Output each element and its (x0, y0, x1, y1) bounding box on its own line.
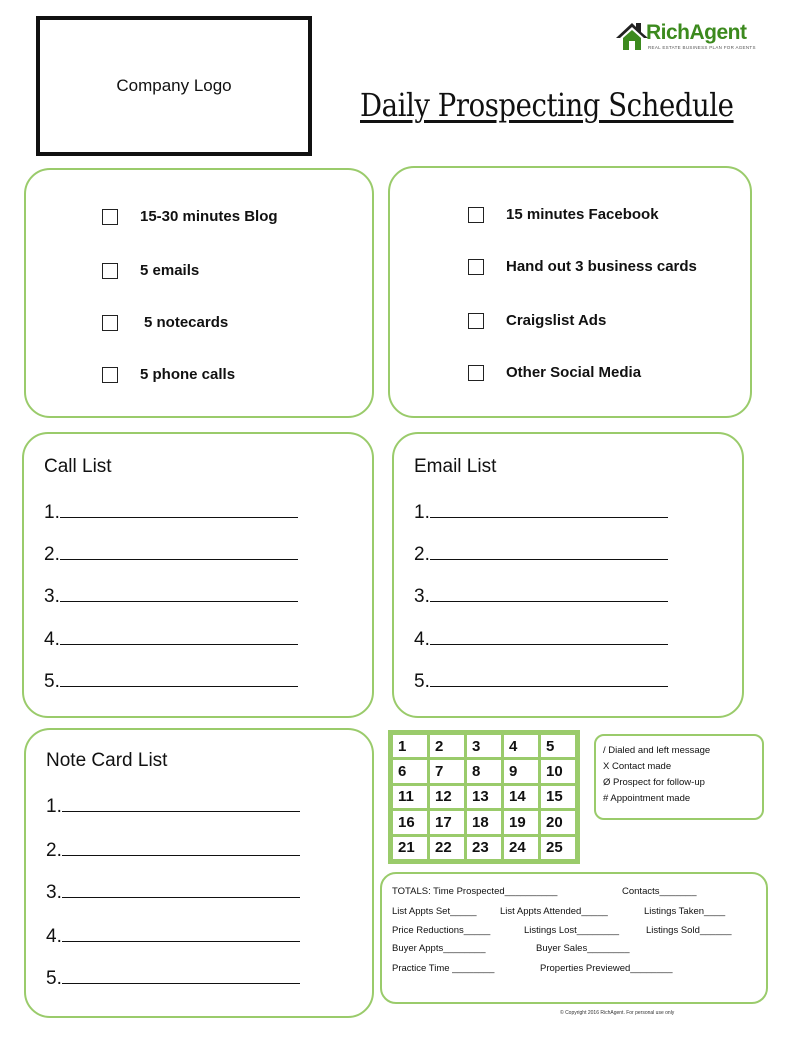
tracker-legend (594, 734, 764, 820)
tracker-cell[interactable]: 4 (504, 735, 538, 757)
call-list-line[interactable]: 2. (44, 542, 298, 566)
tracker-cell[interactable]: 9 (504, 760, 538, 782)
email-list-line[interactable]: 3. (414, 584, 668, 608)
tracker-cell[interactable]: 10 (541, 760, 575, 782)
note-card-list-line[interactable]: 3. (46, 880, 300, 904)
tracker-cell[interactable]: 22 (430, 837, 464, 859)
tracker-cell[interactable]: 20 (541, 811, 575, 833)
task-label: Hand out 3 business cards (506, 258, 697, 275)
checkbox[interactable] (102, 367, 118, 383)
call-list-line[interactable]: 5. (44, 669, 298, 693)
note-card-list-title: Note Card List (46, 750, 168, 771)
copyright-notice: © Copyright 2016 RichAgent. For personal use only (560, 1010, 675, 1016)
tracker-cell[interactable]: 23 (467, 837, 501, 859)
task-label: 15-30 minutes Blog (140, 208, 278, 225)
email-list-line[interactable]: 1. (414, 500, 668, 524)
checkbox[interactable] (468, 313, 484, 329)
task-label: 5 notecards (144, 314, 229, 331)
totals-listings-sold[interactable]: Listings Sold______ (646, 925, 732, 936)
note-card-list-line[interactable]: 2. (46, 838, 300, 862)
checkbox[interactable] (102, 315, 118, 331)
logo-placeholder-text: Company Logo (116, 76, 232, 95)
tracker-cell[interactable]: 19 (504, 811, 538, 833)
totals-buyer-appts[interactable]: Buyer Appts________ (392, 943, 486, 954)
legend-item: # Appointment made (603, 793, 691, 804)
tracker-cell[interactable]: 13 (467, 786, 501, 808)
tracker-cell[interactable]: 18 (467, 811, 501, 833)
email-list-line[interactable]: 2. (414, 542, 668, 566)
tracker-cell[interactable]: 25 (541, 837, 575, 859)
tracker-cell[interactable]: 12 (430, 786, 464, 808)
tracker-cell[interactable]: 2 (430, 735, 464, 757)
totals-list-appts-attended[interactable]: List Appts Attended_____ (500, 906, 608, 917)
brand-name: RichAgent (646, 21, 747, 44)
task-item[interactable] (102, 208, 278, 225)
tracker-cell[interactable]: 16 (393, 811, 427, 833)
totals-panel (380, 872, 768, 1004)
totals-time-prospected[interactable]: TOTALS: Time Prospected__________ (392, 886, 558, 897)
totals-list-appts-set[interactable]: List Appts Set_____ (392, 906, 477, 917)
page-title: Daily Prospecting Schedule (360, 86, 734, 124)
email-list-line[interactable]: 4. (414, 627, 668, 651)
tracker-cell[interactable]: 8 (467, 760, 501, 782)
tracker-cell[interactable]: 5 (541, 735, 575, 757)
note-card-list-line[interactable]: 5. (46, 966, 300, 990)
tracker-cell[interactable]: 7 (430, 760, 464, 782)
totals-buyer-sales[interactable]: Buyer Sales________ (536, 943, 630, 954)
checkbox[interactable] (468, 365, 484, 381)
tracker-cell[interactable]: 15 (541, 786, 575, 808)
note-card-list-line[interactable]: 4. (46, 924, 300, 948)
totals-listings-lost[interactable]: Listings Lost________ (524, 925, 620, 936)
brand-logo (614, 20, 764, 54)
task-label: 15 minutes Facebook (506, 206, 659, 223)
task-item[interactable] (468, 312, 606, 329)
totals-price-reductions[interactable]: Price Reductions_____ (392, 925, 491, 936)
task-item[interactable] (102, 314, 228, 331)
tracker-cell[interactable]: 1 (393, 735, 427, 757)
tracker-cell[interactable]: 3 (467, 735, 501, 757)
call-list-title: Call List (44, 456, 112, 477)
legend-item: Ø Prospect for follow-up (603, 777, 705, 788)
tasks-right-panel (388, 166, 752, 418)
checkbox[interactable] (468, 259, 484, 275)
email-list-line[interactable]: 5. (414, 669, 668, 693)
legend-item: X Contact made (603, 761, 672, 772)
tracker-cell[interactable]: 21 (393, 837, 427, 859)
tracker-cell[interactable]: 11 (393, 786, 427, 808)
tracker-cell[interactable]: 6 (393, 760, 427, 782)
totals-contacts[interactable]: Contacts_______ (622, 886, 697, 897)
task-label: Other Social Media (506, 364, 642, 381)
task-label: 5 phone calls (140, 366, 236, 383)
tracker-cell[interactable]: 24 (504, 837, 538, 859)
tracker-grid (388, 730, 580, 864)
house-icon (614, 20, 650, 52)
task-label: Craigslist Ads (506, 312, 607, 329)
company-logo-placeholder (36, 16, 312, 156)
task-item[interactable] (102, 262, 199, 279)
task-item[interactable] (102, 366, 235, 383)
tracker-cell[interactable]: 17 (430, 811, 464, 833)
call-list-line[interactable]: 3. (44, 584, 298, 608)
call-list-panel (22, 432, 374, 718)
note-card-list-panel (24, 728, 374, 1018)
email-list-panel (392, 432, 744, 718)
tasks-left-panel (24, 168, 374, 418)
totals-properties-previewed[interactable]: Properties Previewed________ (540, 963, 673, 974)
email-list-title: Email List (414, 456, 497, 477)
totals-practice-time[interactable]: Practice Time ________ (392, 963, 495, 974)
call-list-line[interactable]: 4. (44, 627, 298, 651)
checkbox[interactable] (102, 209, 118, 225)
totals-listings-taken[interactable]: Listings Taken____ (644, 906, 726, 917)
task-item[interactable] (468, 364, 641, 381)
tracker-cell[interactable]: 14 (504, 786, 538, 808)
task-item[interactable] (468, 258, 697, 275)
task-item[interactable] (468, 206, 659, 223)
task-label: 5 emails (140, 262, 200, 279)
call-list-line[interactable]: 1. (44, 500, 298, 524)
legend-item: / Dialed and left message (603, 745, 711, 756)
checkbox[interactable] (468, 207, 484, 223)
checkbox[interactable] (102, 263, 118, 279)
brand-tagline: REAL ESTATE BUSINESS PLAN FOR AGENTS (648, 45, 756, 50)
note-card-list-line[interactable]: 1. (46, 794, 300, 818)
